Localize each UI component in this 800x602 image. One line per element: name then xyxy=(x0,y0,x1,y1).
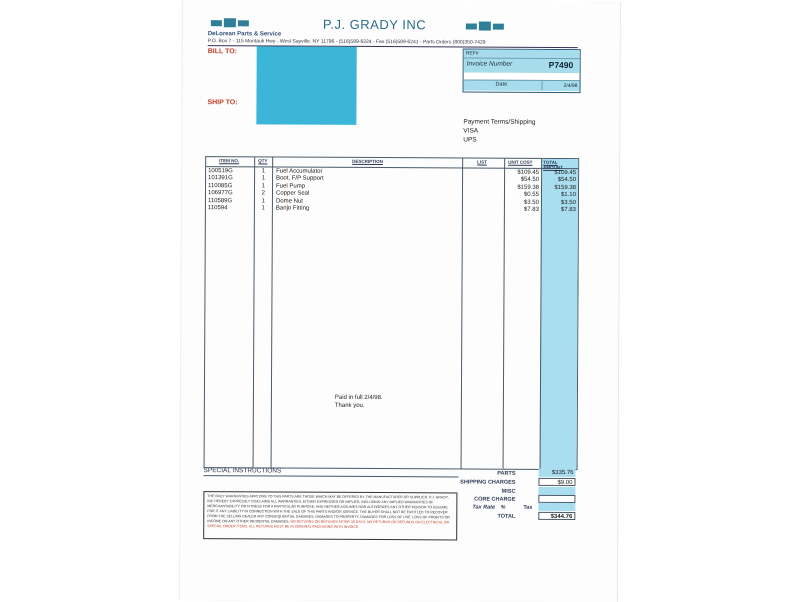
ref-label: REF# xyxy=(465,50,479,57)
misc-value xyxy=(538,487,575,495)
total-label: TOTAL xyxy=(497,513,516,520)
row-desc: Boot, F/P Support xyxy=(276,175,324,183)
row-item: 106977G xyxy=(207,190,233,197)
row-item: 100519G xyxy=(208,168,233,175)
special-instructions-label: SPECIAL INSTRUCTIONS xyxy=(203,467,282,475)
row-total: $109.45 xyxy=(554,169,577,177)
dmc-logo-right-icon xyxy=(466,21,504,32)
header-list: LIST xyxy=(477,159,487,165)
row-unit: $0.55 xyxy=(523,191,539,199)
row-total: $3.50 xyxy=(560,199,576,206)
company-name: P.J. GRADY INC xyxy=(322,16,427,33)
row-item: 110085G xyxy=(208,182,233,190)
invoice-page xyxy=(180,0,620,602)
dmc-logo-left-icon xyxy=(211,18,249,29)
warranty-disclaimer xyxy=(203,491,457,540)
parts-label: PARTS xyxy=(497,470,516,477)
header-unit-cost: UNIT COST xyxy=(508,159,533,165)
disclaimer-text: THE ONLY WARRANTIES APPLYING TO THIS PARTS ARE THOSE WHICH MAY BE OFFERED BY THE MANUFACTURER OR SUPPLIER. P.J. GRADY, INC HEREBY EXPRESSLY DISCLAIMS ALL WARRANTIES, EITHER EXPRESSED OR IMPLIED, INCLUDING ANY IMPLIED WARRANTIES OF MERCHANTABILITY OR FITNESS FOR A PARTICULAR PURPOSE, AND NEITHER ASSUMES NOR AUTHORIZES ANY OTHER PERSON TO ASSUME FOR IT ANY LIABILITY IN CONNECTION WITH THE SALE OF THIS PARTS AND/OR SERVICE. THE BUYER SHALL NOT BE ENTITLED TO RECOVER FROM THE SELLING DEALER ANY CONSEQUENTIAL DAMAGES, DAMAGES TO PROPERTY, DAMAGES FOR LOSS OF USE, LOSS OF PROFITS OR INCOME OR ANY OTHER INCIDENTAL DAMAGES. xyxy=(207,494,450,524)
header-item-no: ITEM NO. xyxy=(219,158,240,164)
payment-terms-title: Payment Terms/Shipping xyxy=(463,118,536,126)
company-address: P.O. Box 7 - 115 Montauk Hwy - West Sayville, NY 11796 - (516)589-6224 - Fax (516)589-6241 - Parts Orders (800)350-7429 xyxy=(207,38,486,46)
row-unit: $54.50 xyxy=(520,177,540,184)
invoice-number: P7490 xyxy=(548,59,574,71)
invoice-reference-box xyxy=(463,48,581,93)
bill-to-label: BILL TO: xyxy=(207,48,238,56)
row-qty: 2 xyxy=(261,190,266,197)
tax-value xyxy=(538,503,575,511)
parts-value: $335.76 xyxy=(539,469,576,477)
invoice-number-label: Invoice Number xyxy=(466,60,513,68)
row-total: $54.50 xyxy=(557,177,577,184)
date-value: 2/4/98 xyxy=(563,82,578,90)
redacted-address-block xyxy=(256,46,356,125)
core-charge-label: CORE CHARGE xyxy=(474,496,516,503)
row-qty: 1 xyxy=(261,168,266,175)
row-unit: $109.45 xyxy=(517,169,540,176)
row-qty: 1 xyxy=(261,198,265,205)
returns-policy-text: NO RETURNS OR REFUNDS AFTER 30 DAYS. NO RETURNS OR REFUNDS ON ELECTRICAL OR SPECIAL ORDER ITEMS. ALL RETURNS MUST BE IN ORIGINAL PACKAGING WITH INVOICE. xyxy=(207,519,450,529)
row-item: 110594 xyxy=(207,205,228,212)
line-items-table xyxy=(204,156,580,470)
row-desc: Dome Nut xyxy=(275,198,303,205)
row-item: 101391G xyxy=(208,175,233,182)
row-total: $7.83 xyxy=(560,206,576,214)
header-qty: QTY xyxy=(258,158,268,164)
row-desc: Copper Seal xyxy=(275,190,310,197)
note-line-1: Paid in full 2/4/98. xyxy=(334,394,383,402)
row-desc: Banjo Fitting xyxy=(275,205,310,212)
row-total: $1.10 xyxy=(560,192,576,199)
header-total-amount: TOTAL AMOUNT xyxy=(543,159,563,170)
row-unit: $3.50 xyxy=(523,199,539,206)
row-unit: $7.83 xyxy=(523,206,539,213)
total-value: $344.76 xyxy=(538,512,575,520)
shipping-method: UPS xyxy=(463,136,477,144)
tax-label: Tax xyxy=(523,504,533,511)
note-line-2: Thank you. xyxy=(334,402,365,409)
row-unit: $159.38 xyxy=(517,184,540,191)
ship-to-label: SHIP TO: xyxy=(207,99,238,107)
row-desc: Fuel Accumulator xyxy=(276,168,323,175)
date-label: Date xyxy=(495,81,508,88)
core-charge-value xyxy=(538,495,575,503)
row-qty: 1 xyxy=(261,205,265,212)
shipping-charges-label: SHIPPING CHARGES xyxy=(460,479,516,486)
row-desc: Fuel Pump xyxy=(276,183,306,190)
payment-terms xyxy=(463,117,535,144)
row-item: 110589G xyxy=(207,197,233,204)
payment-method: VISA xyxy=(463,127,479,135)
row-qty: 1 xyxy=(261,175,266,182)
tax-rate-label: Tax Rate % xyxy=(472,504,506,511)
special-instructions-line xyxy=(204,475,459,477)
shipping-charges-value: $9.00 xyxy=(538,478,575,486)
misc-label: MISC xyxy=(501,488,516,495)
header-description: DESCRIPTION xyxy=(352,158,383,165)
payment-note xyxy=(335,394,383,410)
row-qty: 1 xyxy=(261,183,266,190)
company-subname: DeLorean Parts & Service xyxy=(207,31,282,38)
row-total: $159.38 xyxy=(554,184,577,191)
